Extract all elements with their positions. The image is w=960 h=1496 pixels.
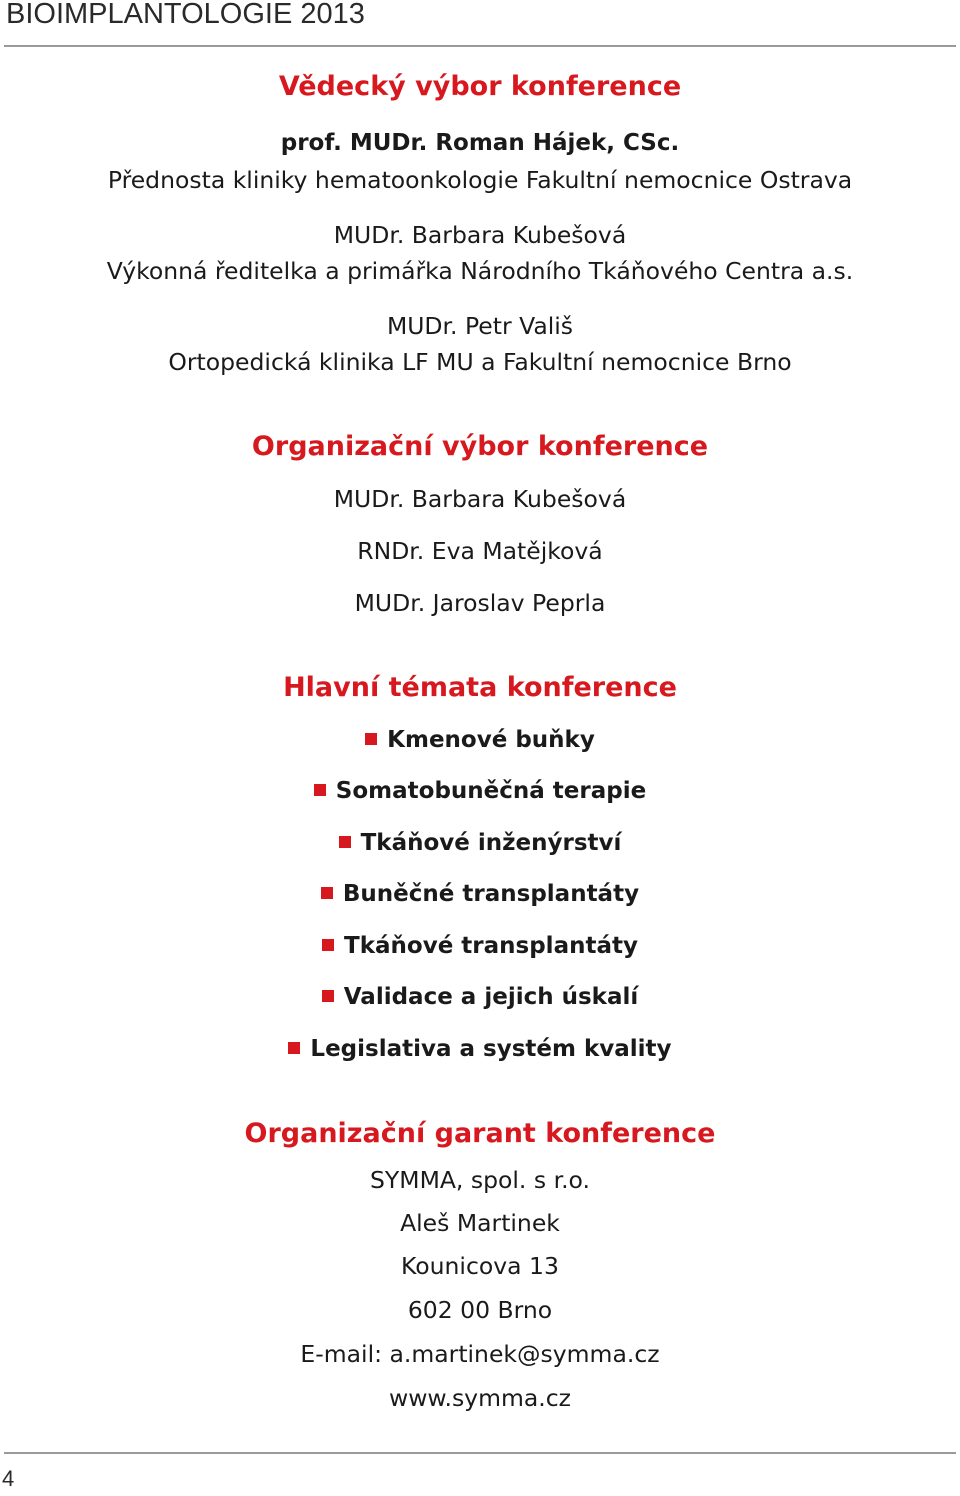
scientific-member-name: MUDr. Petr Vališ xyxy=(386,312,574,340)
topic-list-item xyxy=(0,881,960,907)
scientific-member-name: MUDr. Barbara Kubešová xyxy=(333,221,627,249)
main-topics-heading: Hlavní témata konference xyxy=(283,672,677,703)
guarantor-contact-name: Aleš Martinek xyxy=(400,1209,560,1237)
scientific-member-affiliation: Přednosta kliniky hematoonkologie Fakultní nemocnice Ostrava xyxy=(107,166,853,194)
topic-label: Tkáňové transplantáty xyxy=(344,933,638,959)
guarantor-city: 602 00 Brno xyxy=(407,1296,553,1324)
scientific-member-name: prof. MUDr. Roman Hájek, CSc. xyxy=(280,130,680,156)
running-head: BIOIMPLANTOLOGIE 2013 xyxy=(6,0,365,30)
bullet-square-icon xyxy=(288,1042,300,1054)
topic-label: Buněčné transplantáty xyxy=(342,881,640,907)
organizing-member: RNDr. Eva Matějková xyxy=(357,537,603,565)
topic-label: Somatobuněčná terapie xyxy=(335,778,647,804)
topic-list-item xyxy=(0,984,960,1010)
topic-list-item xyxy=(0,1036,960,1062)
topic-label: Kmenové buňky xyxy=(387,727,595,753)
guarantor-company: SYMMA, spol. s r.o. xyxy=(370,1166,590,1194)
scientific-member-affiliation: Ortopedická klinika LF MU a Fakultní nemocnice Brno xyxy=(168,348,792,376)
guarantor-email: E-mail: a.martinek@symma.cz xyxy=(300,1340,660,1368)
top-rule xyxy=(4,45,956,47)
bottom-rule xyxy=(4,1452,956,1454)
bullet-square-icon xyxy=(322,939,334,951)
bullet-square-icon xyxy=(314,784,326,796)
topic-list-item xyxy=(0,933,960,959)
topic-list-item xyxy=(0,830,960,856)
topic-label: Tkáňové inženýrství xyxy=(360,830,622,856)
page-number: 4 xyxy=(2,1466,15,1491)
organizing-member: MUDr. Barbara Kubešová xyxy=(333,485,627,513)
guarantor-website: www.symma.cz xyxy=(388,1384,572,1412)
organizing-committee-heading: Organizační výbor konference xyxy=(251,431,709,462)
guarantor-street: Kounicova 13 xyxy=(401,1252,559,1280)
topic-list-item xyxy=(0,778,960,804)
topic-label: Validace a jejich úskalí xyxy=(343,984,639,1010)
bullet-square-icon xyxy=(365,733,377,745)
topic-list-item xyxy=(0,727,960,753)
organizing-member: MUDr. Jaroslav Peprla xyxy=(354,589,606,617)
bullet-square-icon xyxy=(321,887,333,899)
bullet-square-icon xyxy=(322,990,334,1002)
bullet-square-icon xyxy=(339,836,351,848)
scientific-committee-heading: Vědecký výbor konference xyxy=(278,71,682,102)
scientific-member-affiliation: Výkonná ředitelka a primářka Národního Tkáňového Centra a.s. xyxy=(106,257,854,285)
organizing-guarantor-heading: Organizační garant konference xyxy=(244,1118,716,1149)
topic-label: Legislativa a systém kvality xyxy=(310,1036,672,1062)
